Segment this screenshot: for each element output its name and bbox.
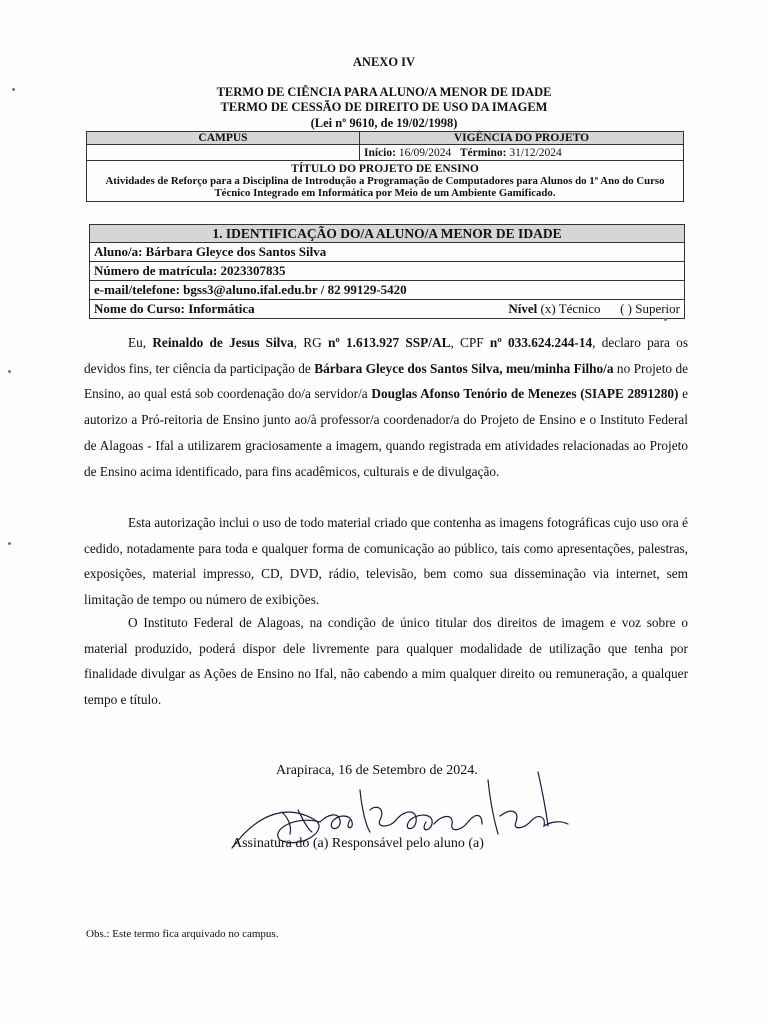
- level-label: Nível: [508, 301, 538, 316]
- rights-text: O Instituto Federal de Alagoas, na condição de único titular dos direitos de imagem e voz sobre o material produzido, poderá dispor dele livremente para qualquer modalidade de utilização que tenha por finalidade divulgar as Ações de Ensino no Ifal, não cabendo a mim qualquer direito ou remuneração, a qualquer tempo e título.: [84, 615, 688, 708]
- rights-paragraph: [84, 610, 688, 713]
- project-title-cell: [87, 161, 684, 202]
- termino-value: 31/12/2024: [509, 146, 562, 159]
- registration-row: [90, 262, 685, 281]
- registration-value: 2023307835: [220, 263, 286, 278]
- student-reference: Bárbara Gleyce dos Santos Silva, meu/minha Filho/a: [314, 360, 614, 376]
- vigencia-dates: [360, 145, 684, 161]
- text-fragment: , declaro para os devidos fins, ter ciência da participação de: [84, 335, 689, 376]
- scan-speck: [12, 88, 15, 91]
- guardian-rg: nº 1.613.927 SSP/AL: [327, 335, 451, 350]
- project-title-label: TÍTULO DO PROJETO DE ENSINO: [291, 163, 479, 175]
- law-reference: (Lei nº 9610, de 19/02/1998): [310, 116, 458, 130]
- student-name-value: Bárbara Gleyce dos Santos Silva: [145, 244, 327, 259]
- guardian-cpf: nº 033.624.244-14: [489, 335, 593, 350]
- text-fragment: , CPF: [450, 335, 490, 350]
- contact-value: bgss3@aluno.ifal.edu.br / 82 99129-5420: [183, 282, 407, 297]
- student-identification-table: [89, 224, 685, 319]
- text-fragment: , RG: [293, 335, 328, 350]
- scan-speck: [8, 542, 11, 545]
- scan-speck: [664, 318, 667, 321]
- campus-label: CAMPUS: [87, 132, 360, 145]
- text-fragment: no Projeto de Ensino, ao qual está sob coordenação do/a servidor/a: [84, 360, 689, 402]
- project-info-table: [86, 131, 684, 202]
- coordinator-reference: Douglas Afonso Tenório de Menezes (SIAPE 2891280): [371, 386, 679, 402]
- document-title-2: TERMO DE CESSÃO DE DIREITO DE USO DA IMAGEM: [220, 100, 548, 114]
- inicio-label: Início:: [364, 146, 396, 159]
- annex-title: ANEXO IV: [352, 55, 416, 69]
- termino-label: Término:: [459, 146, 507, 159]
- level-tecnico: (x) Técnico: [540, 301, 601, 316]
- place-date: Arapiraca, 16 de Setembro de 2024.: [276, 763, 478, 778]
- course-value: Informática: [188, 301, 255, 316]
- contact-row: [90, 281, 685, 300]
- registration-label: Número de matrícula:: [94, 263, 218, 278]
- footer-observation: Obs.: Este termo fica arquivado no campus.: [86, 928, 279, 940]
- inicio-value: 16/09/2024: [398, 146, 452, 159]
- signature-caption: Assinatura do (a) Responsável pelo aluno (a): [232, 836, 484, 851]
- vigencia-label: VIGÊNCIA DO PROJETO: [360, 132, 684, 145]
- identification-heading: 1. IDENTIFICAÇÃO DO/A ALUNO/A MENOR DE IDADE: [90, 225, 685, 243]
- authorization-text: Esta autorização inclui o uso de todo material criado que contenha as imagens fotográficas cujo uso ora é cedido, notadamente para toda e qualquer forma de comunicação ao público, tais como apresentações, palestras, exposições, material impresso, CD, DVD, rádio, televisão, bem como sua disseminação via internet, sem limitação de tempo ou número de exibições.: [84, 515, 688, 608]
- course-row: [90, 300, 685, 319]
- guardian-name: Reinaldo de Jesus Silva: [152, 335, 294, 350]
- course-label: Nome do Curso:: [94, 301, 185, 316]
- text-fragment: Eu,: [128, 335, 153, 350]
- contact-label: e-mail/telefone:: [94, 282, 180, 297]
- text-fragment: e autorizo a Pró-reitoria de Ensino junto ao/à professor/a coordenador/a do Projeto de Ensino e o Instituto Federal de Alagoas - Ifal a utilizarem graciosamente a imagem, quando registrada em atividades relacionadas ao Projeto de Ensino acima identificado, para fins acadêmicos, culturais e de divulgação.: [84, 386, 688, 479]
- handwritten-signature: [220, 770, 580, 870]
- declaration-paragraph: [84, 330, 688, 484]
- student-name-label: Aluno/a:: [94, 244, 143, 259]
- authorization-paragraph: [84, 510, 688, 613]
- scan-speck: [8, 370, 11, 373]
- student-name-row: [90, 243, 685, 262]
- level-options: [508, 301, 680, 317]
- document-title-1: TERMO DE CIÊNCIA PARA ALUNO/A MENOR DE IDADE: [216, 85, 552, 99]
- campus-value: [87, 145, 360, 161]
- level-superior: ( ) Superior: [620, 301, 680, 316]
- project-title-value: Atividades de Reforço para a Disciplina de Introdução a Programação de Computadores para Alunos do 1º Ano do Curso Técnico Integrado em Informática por Meio de um Ambiente Gamificado.: [105, 175, 665, 199]
